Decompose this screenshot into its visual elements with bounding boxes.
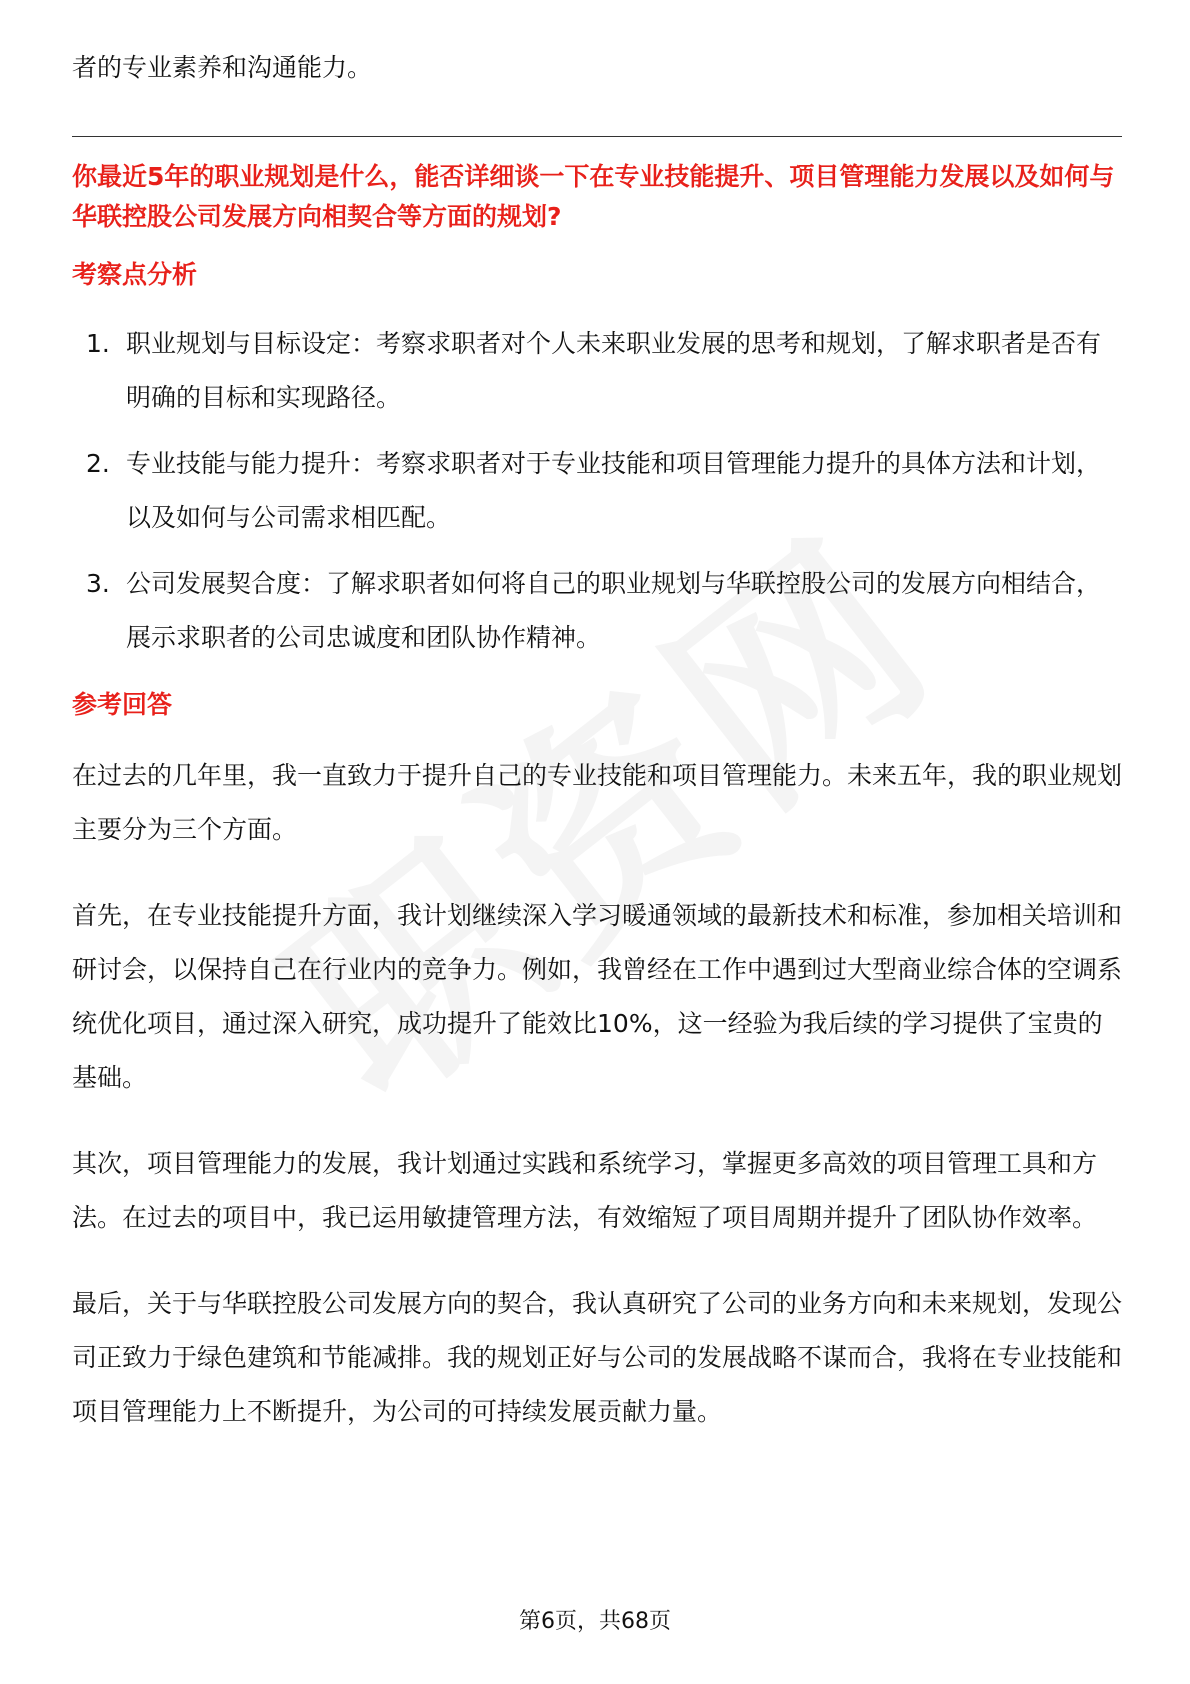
page-content — [72, 48, 1122, 1439]
analysis-list — [72, 317, 1122, 665]
analysis-item — [72, 557, 1122, 665]
analysis-item — [72, 317, 1122, 425]
section-divider — [72, 136, 1122, 137]
page-number: 第6页，共68页 — [519, 1609, 671, 1634]
analysis-item-text: 专业技能与能力提升：考察求职者对于专业技能和项目管理能力提升的具体方法和计划，以及如何与公司需求相匹配。 — [126, 449, 1102, 532]
answer-title: 参考回答 — [72, 690, 173, 719]
analysis-item-text: 公司发展契合度：了解求职者如何将自己的职业规划与华联控股公司的发展方向相结合，展示求职者的公司忠诚度和团队协作精神。 — [126, 569, 1102, 652]
question-heading: 你最近5年的职业规划是什么，能否详细谈一下在专业技能提升、项目管理能力发展以及如何与华联控股公司发展方向相契合等方面的规划? — [72, 162, 1115, 231]
analysis-item-number: 3. — [86, 569, 110, 598]
answer-paragraph: 首先，在专业技能提升方面，我计划继续深入学习暖通领域的最新技术和标准，参加相关培训和研讨会，以保持自己在行业内的竞争力。例如，我曾经在工作中遇到过大型商业综合体的空调系统优化项目，通过深入研究，成功提升了能效比10%，这一经验为我后续的学习提供了宝贵的基础。 — [72, 901, 1123, 1092]
analysis-item-text: 职业规划与目标设定：考察求职者对个人未来职业发展的思考和规划，了解求职者是否有明确的目标和实现路径。 — [126, 329, 1102, 412]
answer-paragraph: 其次，项目管理能力的发展，我计划通过实践和系统学习，掌握更多高效的项目管理工具和方法。在过去的项目中，我已运用敏捷管理方法，有效缩短了项目周期并提升了团队协作效率。 — [72, 1149, 1098, 1232]
analysis-item — [72, 437, 1122, 545]
analysis-title: 考察点分析 — [72, 260, 198, 289]
answer-paragraph: 最后，关于与华联控股公司发展方向的契合，我认真研究了公司的业务方向和未来规划，发现公司正致力于绿色建筑和节能减排。我的规划正好与公司的发展战略不谋而合，我将在专业技能和项目管理能力上不断提升，为公司的可持续发展贡献力量。 — [72, 1289, 1123, 1426]
analysis-item-number: 2. — [86, 449, 110, 478]
analysis-item-number: 1. — [86, 329, 110, 358]
answer-paragraph: 在过去的几年里，我一直致力于提升自己的专业技能和项目管理能力。未来五年，我的职业规划主要分为三个方面。 — [72, 761, 1123, 844]
intro-text: 者的专业素养和沟通能力。 — [72, 53, 373, 82]
